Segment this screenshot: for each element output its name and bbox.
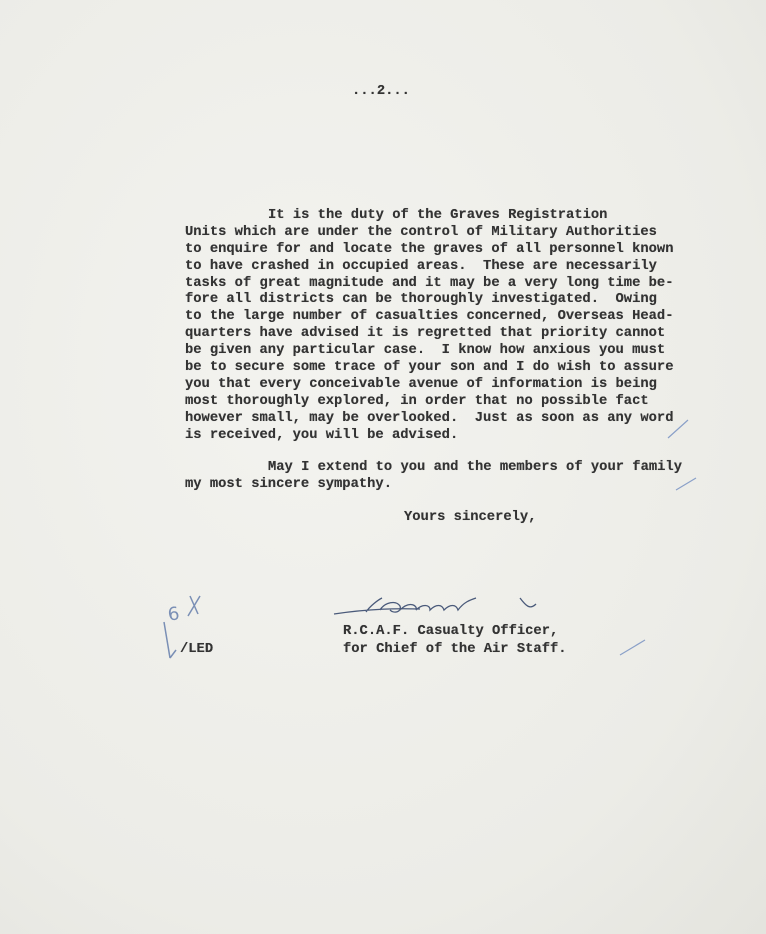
pencil-note: 6	[166, 603, 182, 626]
text-line: be given any particular case. I know how anxious you must	[185, 343, 666, 359]
text-line: May I extend to you and the members of your family	[268, 460, 682, 475]
signature-subtitle: for Chief of the Air Staff.	[343, 642, 567, 657]
text-line: to have crashed in occupied areas. These are necessarily	[185, 258, 657, 274]
closing: Yours sincerely,	[404, 510, 537, 525]
text-line: my most sincere sympathy.	[185, 476, 392, 492]
typist-initials: /LED	[180, 642, 214, 657]
text-line: to enquire for and locate the graves of all personnel known	[185, 241, 674, 257]
text-line: however small, may be overlooked. Just as soon as any word	[185, 410, 674, 426]
text-line: It is the duty of the Graves Registration	[268, 208, 608, 223]
signature-title: R.C.A.F. Casualty Officer,	[343, 624, 559, 639]
text-line: is received, you will be advised.	[185, 427, 459, 443]
text-line: Units which are under the control of Military Authorities	[185, 224, 657, 240]
text-line: most thoroughly explored, in order that no possible fact	[185, 393, 649, 409]
text-line: be to secure some trace of your son and I do wish to assure	[185, 360, 674, 376]
text-line: quarters have advised it is regretted that priority cannot	[185, 326, 666, 342]
text-line: you that every conceivable avenue of information is being	[185, 376, 657, 392]
text-line: fore all districts can be thoroughly investigated. Owing	[185, 292, 657, 308]
text-line: tasks of great magnitude and it may be a very long time be-	[185, 275, 674, 291]
page-number: ...2...	[352, 84, 410, 99]
text-line: to the large number of casualties concerned, Overseas Head-	[185, 309, 674, 325]
